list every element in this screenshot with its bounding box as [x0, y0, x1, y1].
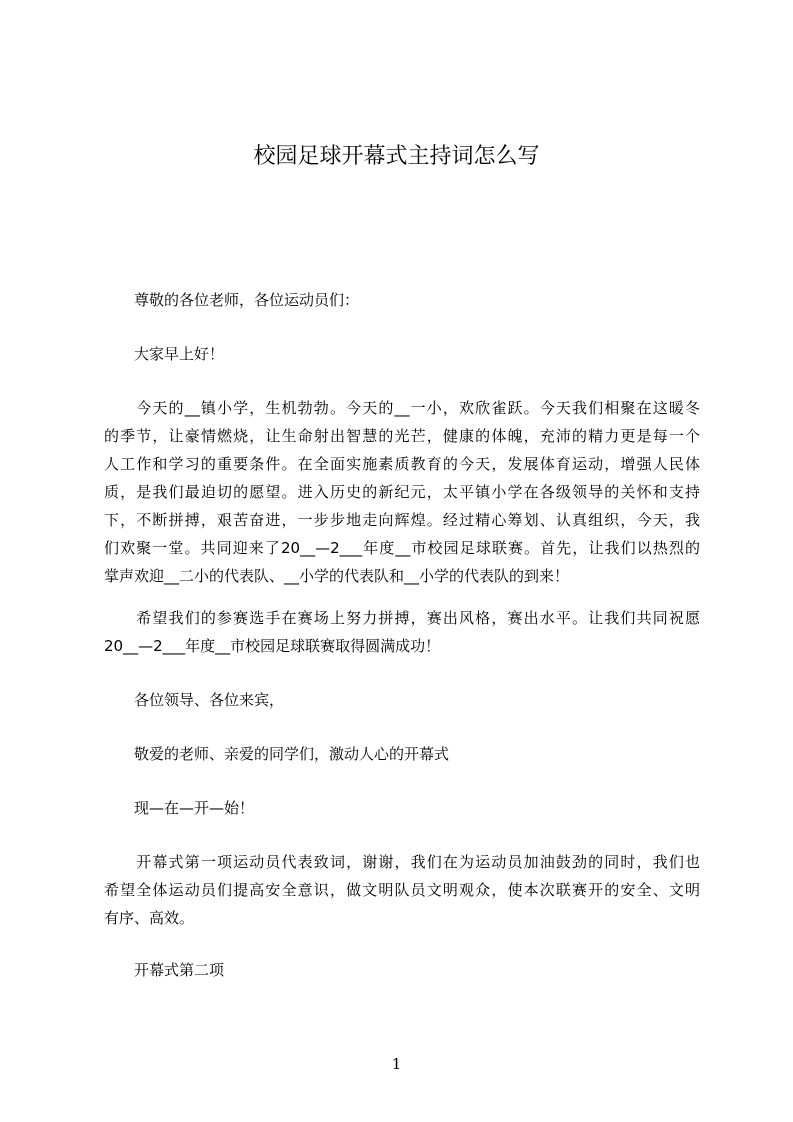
text-line: 尊敬的各位老师，各位运动员们：: [104, 291, 360, 309]
text-line: 下，不断拼搏，艰苦奋进，一步步地走向辉煌。经过精心筹划、认真组织，今天，我: [104, 511, 700, 529]
paragraph-first-item: [104, 848, 700, 932]
text-line: 质，是我们最迫切的愿望。进入历史的新纪元，太平镇小学在各级领导的关怀和支持: [104, 483, 700, 501]
paragraph-leaders: [104, 686, 700, 714]
text-line: 希望我们的参赛选手在赛场上努力拼搏，赛出风格，赛出水平。让我们共同祝愿: [104, 609, 700, 627]
paragraph-good-morning: [104, 340, 700, 368]
text-line: 开幕式第二项: [104, 961, 225, 979]
text-line: 现—在—开—始！: [104, 799, 255, 817]
text-line: 人工作和学习的重要条件。在全面实施素质教育的今天，发展体育运动，增强人民体: [104, 455, 700, 473]
text-line: 开幕式第一项运动员代表致词，谢谢，我们在为运动员加油鼓劲的同时，我们也: [104, 853, 700, 871]
text-line: 们欢聚一堂。共同迎来了20__—2___年度__市校园足球联赛。首先，让我们以热烈的: [104, 539, 700, 557]
text-line: 大家早上好！: [104, 345, 225, 363]
paragraph-wishes: [104, 604, 700, 660]
text-line: 希望全体运动员们提高安全意识，做文明队员文明观众，使本次联赛开的安全、文明: [104, 881, 700, 899]
text-line: 的季节，让豪情燃烧，让生命射出智慧的光芒，健康的体魄，充沛的精力更是每一个: [104, 427, 700, 445]
text-line: 今天的__镇小学，生机勃勃。今天的__一小，欢欣雀跃。今天我们相聚在这暖冬: [104, 399, 700, 417]
text-line: 各位领导、各位来宾，: [104, 691, 285, 709]
text-line: 敬爱的老师、亲爱的同学们，激动人心的开幕式: [104, 745, 450, 763]
paragraph-opening-speech: [104, 394, 700, 590]
paragraph-start: [104, 794, 700, 822]
text-line: 掌声欢迎__二小的代表队、__小学的代表队和__小学的代表队的到来！: [104, 567, 570, 585]
document-title: 校园足球开幕式主持词怎么写: [253, 144, 540, 169]
paragraph-greeting: [104, 286, 700, 314]
text-line: 20__—2___年度__市校园足球联赛取得圆满成功！: [104, 637, 441, 655]
paragraph-teachers: [104, 740, 700, 768]
text-line: 有序、高效。: [104, 909, 195, 927]
paragraph-second-item: [104, 956, 700, 984]
page-number: 1: [391, 1055, 402, 1073]
